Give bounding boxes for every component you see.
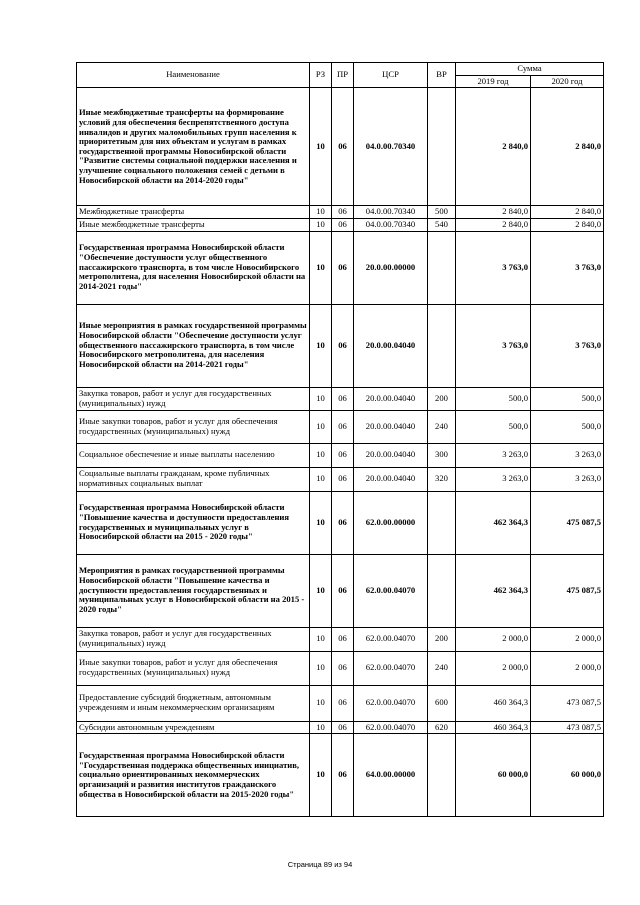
row-pr: 06: [332, 491, 354, 554]
row-rz: 10: [310, 387, 332, 410]
row-name: Закупка товаров, работ и услуг для государственных (муниципальных) нужд: [77, 627, 310, 651]
row-sum-2020: 3 263,0: [531, 467, 604, 491]
row-rz: 10: [310, 554, 332, 627]
row-sum-2020: 500,0: [531, 387, 604, 410]
row-sum-2020: 2 840,0: [531, 218, 604, 231]
row-vr: [428, 491, 456, 554]
row-rz: 10: [310, 491, 332, 554]
row-sum-2020: 2 840,0: [531, 206, 604, 219]
row-sum-2020: 473 087,5: [531, 685, 604, 721]
row-vr: 240: [428, 651, 456, 685]
row-rz: 10: [310, 721, 332, 734]
row-sum-2020: 500,0: [531, 410, 604, 443]
row-name: Предоставление субсидий бюджетным, автономным учреждениям и иным некоммерческим организациям: [77, 685, 310, 721]
row-name: Иные закупки товаров, работ и услуг для обеспечения государственных (муниципальных) нужд: [77, 410, 310, 443]
table-row: [77, 467, 604, 491]
row-pr: 06: [332, 231, 354, 304]
table-row: [77, 685, 604, 721]
row-name: Иные мероприятия в рамках государственной программы Новосибирской области "Обеспечение доступности услуг общественного пассажирского транспорта, в том числе Новосибирского метрополитена, для населения Новосибирской области на 2014-2021 годы": [77, 304, 310, 387]
row-vr: [428, 304, 456, 387]
row-sum-2020: 475 087,5: [531, 554, 604, 627]
row-csr: 62.0.00.04070: [354, 651, 428, 685]
table-row: [77, 387, 604, 410]
row-sum-2020: 3 763,0: [531, 304, 604, 387]
row-csr: 62.0.00.04070: [354, 685, 428, 721]
row-pr: 06: [332, 721, 354, 734]
row-rz: 10: [310, 206, 332, 219]
header-year-2019: 2019 год: [456, 75, 531, 88]
row-sum-2019: 462 364,3: [456, 491, 531, 554]
row-name: Государственная программа Новосибирской области "Государственная поддержка общественных инициатив, социально ориентированных некоммерческих организаций и развития институтов гражданского общества в Новосибирской области на 2015-2020 годы": [77, 734, 310, 817]
row-csr: 04.0.00.70340: [354, 88, 428, 206]
row-rz: 10: [310, 627, 332, 651]
row-csr: 20.0.00.04040: [354, 443, 428, 467]
row-sum-2020: 475 087,5: [531, 491, 604, 554]
row-name: Иные межбюджетные трансферты на формирование условий для обеспечения беспрепятственного доступа инвалидов и других маломобильных групп населения к приоритетным для них объектам и услугам в рамках государственной программы Новосибирской области "Развитие системы социальной поддержки населения и улучшение социального положения семей с детьми в Новосибирской области на 2014-2020 годы": [77, 88, 310, 206]
table-row: [77, 491, 604, 554]
row-vr: 320: [428, 467, 456, 491]
row-sum-2020: 2 000,0: [531, 627, 604, 651]
row-csr: 62.0.00.00000: [354, 491, 428, 554]
row-sum-2020: 3 263,0: [531, 443, 604, 467]
budget-table: [76, 62, 604, 817]
header-rz: РЗ: [310, 63, 332, 88]
row-sum-2019: 500,0: [456, 410, 531, 443]
row-vr: 600: [428, 685, 456, 721]
table-row: [77, 734, 604, 817]
row-pr: 06: [332, 685, 354, 721]
row-vr: 500: [428, 206, 456, 219]
table-row: [77, 627, 604, 651]
row-csr: 64.0.00.00000: [354, 734, 428, 817]
row-sum-2019: 500,0: [456, 387, 531, 410]
row-pr: 06: [332, 651, 354, 685]
row-pr: 06: [332, 734, 354, 817]
row-pr: 06: [332, 627, 354, 651]
row-csr: 20.0.00.04040: [354, 387, 428, 410]
row-sum-2019: 2 840,0: [456, 218, 531, 231]
row-rz: 10: [310, 304, 332, 387]
row-sum-2019: 3 763,0: [456, 231, 531, 304]
row-vr: 240: [428, 410, 456, 443]
row-name: Субсидии автономным учреждениям: [77, 721, 310, 734]
row-pr: 06: [332, 443, 354, 467]
table-row: [77, 443, 604, 467]
row-rz: 10: [310, 734, 332, 817]
header-vr: ВР: [428, 63, 456, 88]
row-name: Социальные выплаты гражданам, кроме публичных нормативных социальных выплат: [77, 467, 310, 491]
row-sum-2020: 3 763,0: [531, 231, 604, 304]
row-csr: 20.0.00.04040: [354, 304, 428, 387]
row-vr: [428, 554, 456, 627]
row-pr: 06: [332, 206, 354, 219]
row-rz: 10: [310, 651, 332, 685]
row-pr: 06: [332, 218, 354, 231]
table-row: [77, 410, 604, 443]
row-sum-2019: 3 263,0: [456, 467, 531, 491]
header-pr: ПР: [332, 63, 354, 88]
row-vr: [428, 88, 456, 206]
table-row: [77, 231, 604, 304]
row-vr: [428, 231, 456, 304]
row-sum-2019: 2 000,0: [456, 651, 531, 685]
row-sum-2019: 60 000,0: [456, 734, 531, 817]
row-name: Иные межбюджетные трансферты: [77, 218, 310, 231]
header-sum: Сумма: [456, 63, 604, 76]
table-row: [77, 554, 604, 627]
row-name: Мероприятия в рамках государственной программы Новосибирской области "Повышение качества и доступности предоставления государственных и муниципальных услуг в Новосибирской области на 2015 - 2020 годы": [77, 554, 310, 627]
header-year-2020: 2020 год: [531, 75, 604, 88]
row-csr: 20.0.00.04040: [354, 410, 428, 443]
table-row: [77, 304, 604, 387]
row-vr: [428, 734, 456, 817]
row-csr: 20.0.00.04040: [354, 467, 428, 491]
row-sum-2019: 2 840,0: [456, 206, 531, 219]
table-row: [77, 651, 604, 685]
row-name: Государственная программа Новосибирской области "Обеспечение доступности услуг общественного пассажирского транспорта, в том числе Новосибирского метрополитена, для населения Новосибирской области на 2014-2021 годы": [77, 231, 310, 304]
table-row: [77, 88, 604, 206]
row-name: Иные закупки товаров, работ и услуг для обеспечения государственных (муниципальных) нужд: [77, 651, 310, 685]
row-sum-2019: 2 000,0: [456, 627, 531, 651]
row-sum-2019: 2 840,0: [456, 88, 531, 206]
table-row: [77, 218, 604, 231]
row-pr: 06: [332, 88, 354, 206]
row-pr: 06: [332, 410, 354, 443]
row-sum-2019: 460 364,3: [456, 685, 531, 721]
header-csr: ЦСР: [354, 63, 428, 88]
row-rz: 10: [310, 467, 332, 491]
row-csr: 04.0.00.70340: [354, 206, 428, 219]
row-sum-2020: 473 087,5: [531, 721, 604, 734]
row-vr: 200: [428, 627, 456, 651]
row-sum-2020: 2 840,0: [531, 88, 604, 206]
row-sum-2019: 3 763,0: [456, 304, 531, 387]
row-pr: 06: [332, 304, 354, 387]
row-vr: 300: [428, 443, 456, 467]
row-name: Закупка товаров, работ и услуг для государственных (муниципальных) нужд: [77, 387, 310, 410]
row-pr: 06: [332, 467, 354, 491]
row-pr: 06: [332, 387, 354, 410]
page-number: Страница 89 из 94: [287, 860, 353, 869]
row-rz: 10: [310, 685, 332, 721]
row-name: Социальное обеспечение и иные выплаты населению: [77, 443, 310, 467]
row-rz: 10: [310, 443, 332, 467]
row-vr: 620: [428, 721, 456, 734]
row-sum-2020: 60 000,0: [531, 734, 604, 817]
table-row: [77, 206, 604, 219]
row-sum-2019: 460 364,3: [456, 721, 531, 734]
row-sum-2019: 3 263,0: [456, 443, 531, 467]
row-rz: 10: [310, 88, 332, 206]
row-csr: 62.0.00.04070: [354, 554, 428, 627]
row-sum-2019: 462 364,3: [456, 554, 531, 627]
row-rz: 10: [310, 231, 332, 304]
row-csr: 62.0.00.04070: [354, 627, 428, 651]
row-name: Государственная программа Новосибирской области "Повышение качества и доступности предоставления государственных и муниципальных услуг в Новосибирской области на 2015 - 2020 годы": [77, 491, 310, 554]
header-name: Наименование: [77, 63, 310, 88]
row-rz: 10: [310, 218, 332, 231]
row-vr: 200: [428, 387, 456, 410]
row-csr: 62.0.00.04070: [354, 721, 428, 734]
row-pr: 06: [332, 554, 354, 627]
row-vr: 540: [428, 218, 456, 231]
row-sum-2020: 2 000,0: [531, 651, 604, 685]
row-name: Межбюджетные трансферты: [77, 206, 310, 219]
row-rz: 10: [310, 410, 332, 443]
table-row: [77, 721, 604, 734]
row-csr: 20.0.00.00000: [354, 231, 428, 304]
row-csr: 04.0.00.70340: [354, 218, 428, 231]
